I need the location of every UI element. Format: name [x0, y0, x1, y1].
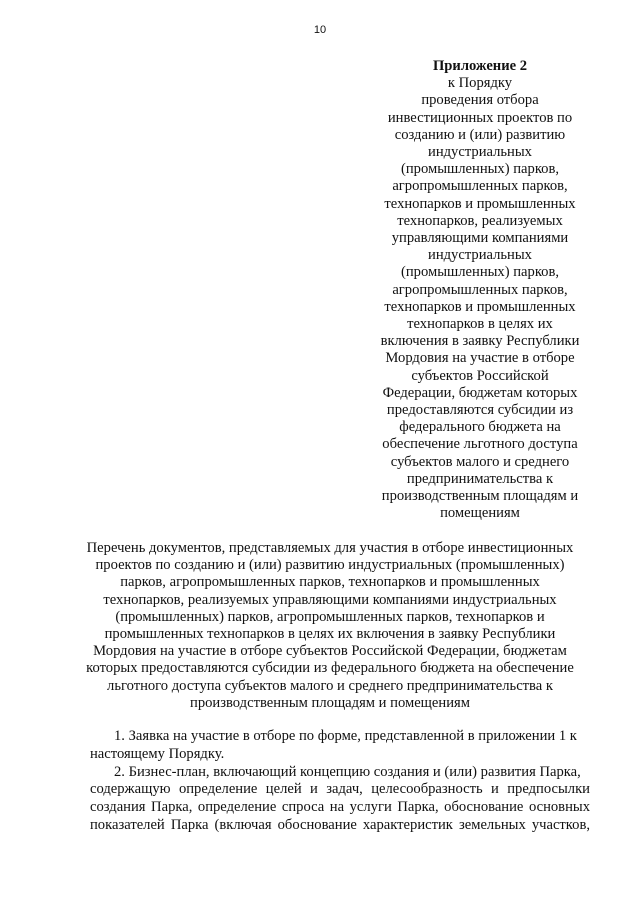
appendix-line: технопарков в целях их	[407, 316, 553, 333]
appendix-line: агропромышленных парков,	[392, 281, 568, 298]
document-title-line: парков, агропромышленных парков, технопарков и промышленных	[120, 574, 540, 591]
appendix-line: управляющими компаниями	[391, 230, 569, 247]
list-item-text: показателей Парка (включая обоснование характеристик земельных участков,	[90, 816, 590, 833]
appendix-line: Мордовия на участие в отборе	[385, 350, 575, 367]
page-number: 10	[313, 24, 327, 36]
appendix-line: проведения отбора	[421, 92, 539, 109]
appendix-line: технопарков и промышленных	[384, 195, 576, 212]
document-title-line: Перечень документов, представляемых для участия в отборе инвестиционных	[86, 540, 574, 556]
appendix-line: индустриальных	[428, 144, 532, 161]
appendix-line: технопарков, реализуемых	[397, 212, 563, 229]
appendix-line: помещениям	[440, 505, 520, 522]
appendix-line: предоставляются субсидии из	[386, 402, 574, 419]
list-item-1	[90, 728, 590, 764]
document-title-line: проектов по созданию и (или) развитию индустриальных (промышленных)	[95, 557, 565, 574]
appendix-line: индустриальных	[428, 247, 532, 264]
appendix-header	[360, 58, 600, 522]
document-title-line: Мордовия на участие в отборе субъектов Российской Федерации, бюджетам	[93, 643, 567, 660]
list-item-text: 2. Бизнес-план, включающий концепцию создания и (или) развития Парка,	[114, 763, 581, 780]
list-item-text: настоящему Порядку.	[90, 745, 225, 762]
document-title-line: технопарков, реализуемых управляющими компаниями индустриальных	[103, 591, 557, 608]
appendix-line: (промышленных) парков,	[400, 161, 560, 178]
list-item-text: 1. Заявка на участие в отборе по форме, представленной в приложении 1 к	[114, 728, 577, 744]
document-list	[90, 728, 590, 835]
document-title-line: (промышленных) парков, агропромышленных парков, технопарков и	[115, 608, 545, 625]
appendix-line: (промышленных) парков,	[400, 264, 560, 281]
appendix-line: субъектов Российской	[411, 367, 549, 384]
appendix-line: обеспечение льготного доступа	[382, 436, 578, 453]
document-title-line: которых предоставляются субсидии из федерального бюджета на обеспечение	[86, 660, 574, 677]
list-item-text: содержащую определение целей и задач, целесообразность и предпосылки	[90, 781, 590, 798]
appendix-title: Приложение 2	[432, 58, 528, 74]
document-title	[60, 540, 600, 712]
appendix-line: субъектов малого и среднего	[390, 453, 570, 470]
appendix-line: федерального бюджета на	[399, 419, 561, 436]
appendix-line: созданию и (или) развитию	[394, 126, 566, 143]
appendix-line: технопарков и промышленных	[384, 298, 576, 315]
document-title-line: промышленных технопарков в целях их включения в заявку Республики	[104, 626, 556, 643]
appendix-line: к Порядку	[447, 75, 513, 92]
list-item-2	[90, 764, 590, 835]
appendix-line: включения в заявку Республики	[380, 333, 580, 350]
appendix-line: инвестиционных проектов по	[387, 109, 573, 126]
appendix-line: производственным площадям и	[381, 488, 579, 505]
list-item-text: создания Парка, определение спроса на услуги Парка, обоснование основных	[90, 799, 590, 816]
document-title-line: льготного доступа субъектов малого и среднего предпринимательства к	[107, 677, 553, 694]
document-title-line: производственным площадям и помещениям	[190, 694, 470, 711]
appendix-line: Федерации, бюджетам которых	[382, 384, 578, 401]
appendix-line: предпринимательства к	[406, 470, 554, 487]
appendix-line: агропромышленных парков,	[392, 178, 568, 195]
